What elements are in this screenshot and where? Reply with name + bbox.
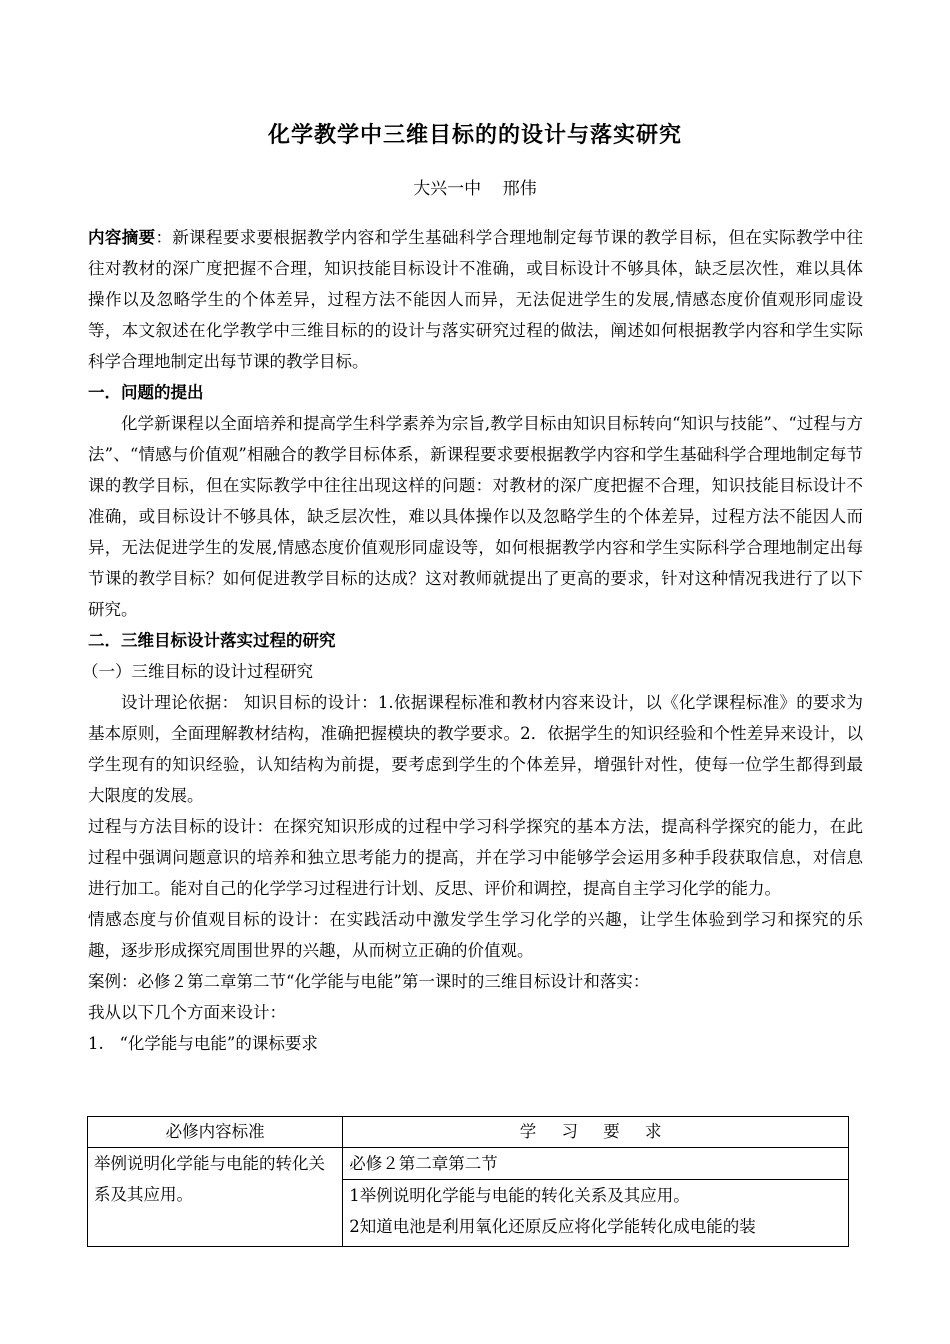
requirement-item-1: 1举例说明化学能与电能的转化关系及其应用。 bbox=[343, 1179, 848, 1211]
table-row bbox=[88, 1148, 849, 1247]
design-paragraph: 设计理论依据： 知识目标的设计：1.依据课程标准和教材内容来设计，以《化学课程标准》的要求为基本原则，全面理解教材结构，准确把握模块的教学要求。2．依据学生的知识经验和个性差异来设计，以学生现有的知识经验，认知结构为前提，要考虑到学生的个体差异，增强针对性，使每一位学生都得到最大限度的发展。 bbox=[88, 693, 863, 805]
item1-line: 1. “化学能与电能”的课标要求 bbox=[88, 1034, 318, 1053]
requirement-item-2: 2知道电池是利用氧化还原反应将化学能转化成电能的装 bbox=[349, 1217, 756, 1236]
document-body bbox=[82, 222, 864, 1059]
case-line: 案例：必修２第二章第二节“化学能与电能”第一课时的三维目标设计和落实： bbox=[88, 972, 650, 991]
subsection1-heading: （一）三维目标的设计过程研究 bbox=[82, 662, 313, 681]
aspects-line: 我从以下几个方面来设计： bbox=[88, 1003, 286, 1022]
section1-paragraph: 化学新课程以全面培养和提高学生科学素养为宗旨,教学目标由知识目标转向“知识与技能”、“过程与方法”、“情感与价值观”相融合的教学目标体系，新课程要求要根据教学内容和学生基础科学合理地制定每节课的教学目标，但在实际教学中往往出现这样的问题：对教材的深广度把握不合理，知识技能目标设计不准确，或目标设计不够具体，缺乏层次性，难以具体操作以及忽略学生的个体差异，过程方法不能因人而异，无法促进学生的发展,情感态度价值观形同虚设等，如何根据教学内容和学生实际科学合理地制定出每节课的教学目标？如何促进教学目标的达成？这对教师就提出了更高的要求，针对这种情况我进行了以下研究。 bbox=[88, 414, 863, 619]
abstract-paragraph bbox=[88, 222, 863, 377]
table-header-requirements: 学 习 要 求 bbox=[343, 1117, 849, 1148]
table-cell-standard-text: 举例说明化学能与电能的转化关系及其应用。 bbox=[94, 1154, 325, 1204]
abstract-label: 内容摘要 bbox=[88, 228, 156, 247]
table-cell-standard bbox=[88, 1148, 343, 1247]
table-header-standard: 必修内容标准 bbox=[88, 1117, 343, 1148]
abstract-text: ：新课程要求要根据教学内容和学生基础科学合理地制定每节课的教学目标，但在实际教学中往往对教材的深广度把握不合理，知识技能目标设计不准确，或目标设计不够具体，缺乏层次性，难以具体操作以及忽略学生的个体差异，过程方法不能因人而异，无法促进学生的发展,情感态度价值观形同虚设等，本文叙述在化学教学中三维目标的的设计与落实研究过程的做法，阐述如何根据教学内容和学生实际科学合理地制定出每节课的教学目标。 bbox=[88, 228, 864, 371]
curriculum-requirements-table bbox=[87, 1116, 849, 1247]
section2-heading: 二．三维目标设计落实过程的研究 bbox=[88, 631, 336, 650]
requirements-title: 必修２第二章第二节 bbox=[349, 1154, 498, 1173]
table-cell-requirements bbox=[343, 1148, 849, 1247]
section1-heading: 一．问题的提出 bbox=[88, 383, 204, 402]
document-title: 化学教学中三维目标的的设计与落实研究 bbox=[267, 123, 682, 148]
process-paragraph: 过程与方法目标的设计：在探究知识形成的过程中学习科学探究的基本方法，提高科学探究的能力，在此过程中强调问题意识的培养和独立思考能力的提高，并在学习中能够学会运用多种手段获取信息，对信息进行加工。能对自己的化学学习过程进行计划、反思、评价和调控，提高自主学习化学的能力。 bbox=[88, 817, 863, 898]
table-header-row bbox=[88, 1117, 849, 1148]
author-line: 大兴一中 邢伟 bbox=[413, 179, 537, 199]
emotion-paragraph: 情感态度与价值观目标的设计：在实践活动中激发学生学习化学的兴趣，让学生体验到学习和探究的乐趣，逐步形成探究周围世界的兴趣，从而树立正确的价值观。 bbox=[88, 910, 863, 960]
